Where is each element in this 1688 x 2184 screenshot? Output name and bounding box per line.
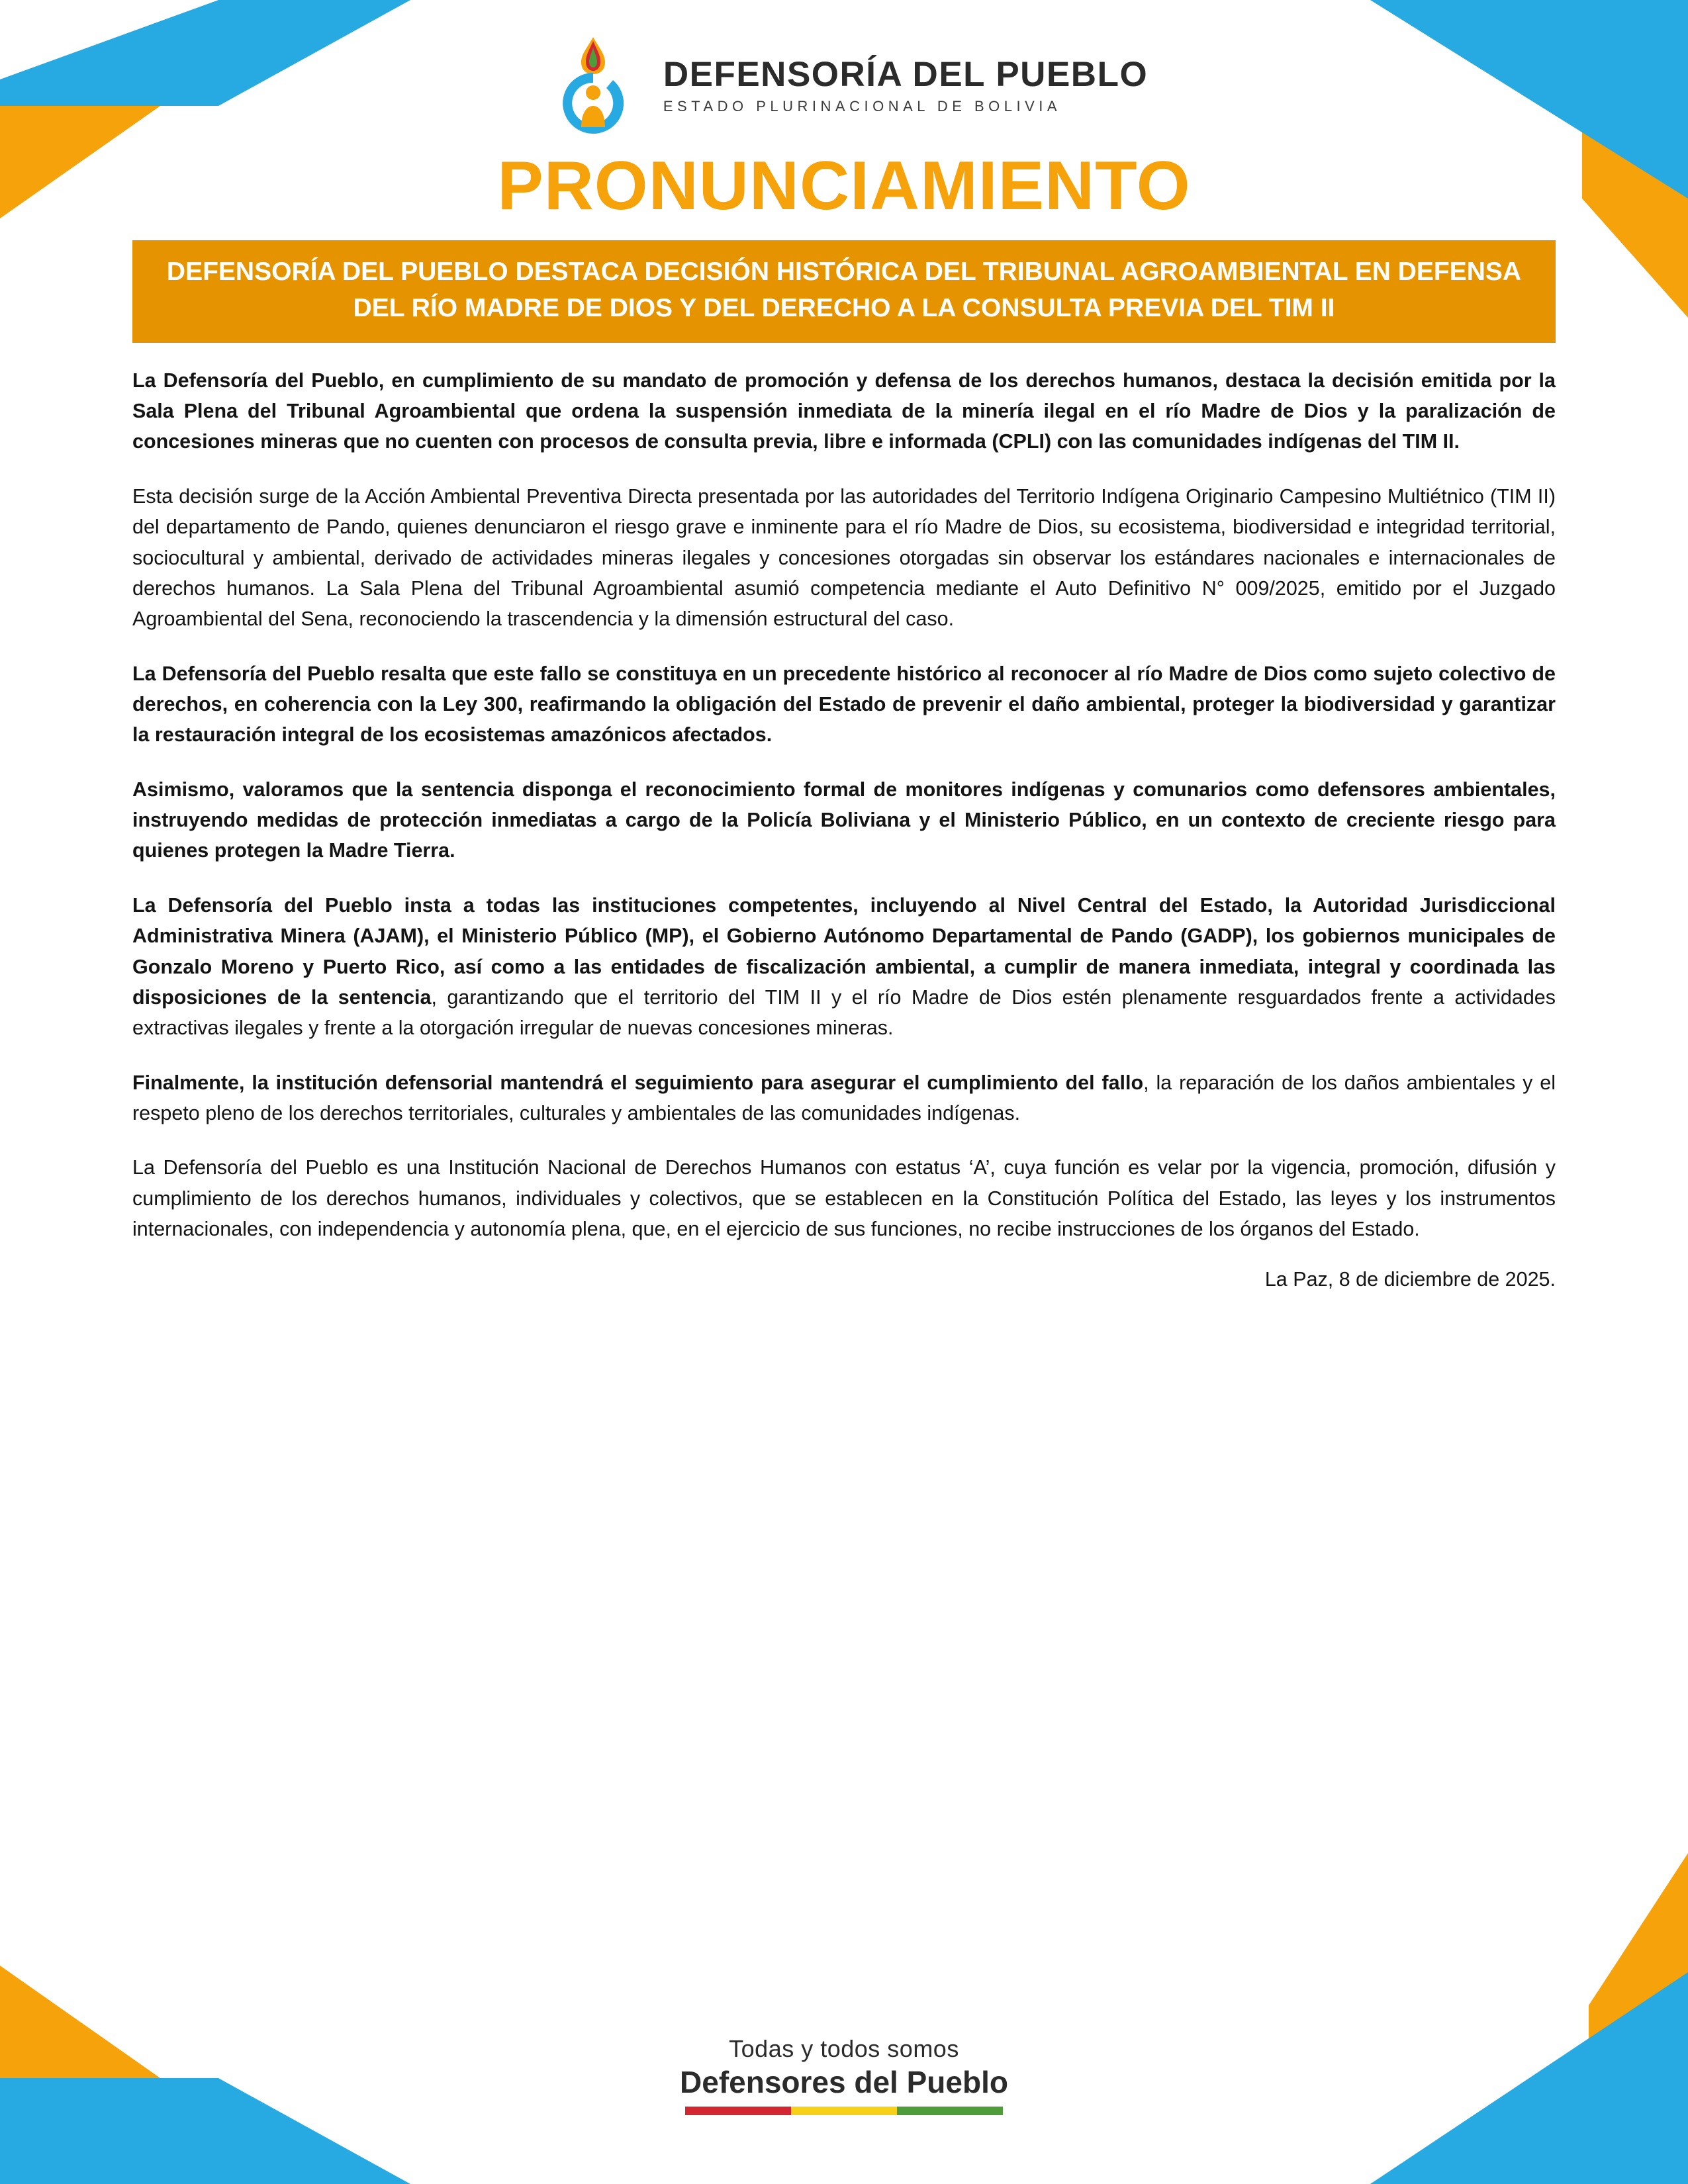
institution-logo-text [663,56,1148,116]
document-header [0,0,1688,137]
paragraph-6-bold: Finalmente, la institución defensorial mantendrá el seguimiento para asegurar el cumplimiento del fallo [132,1071,1144,1094]
paragraph-6 [132,1068,1556,1129]
footer-bar-yellow [791,2107,897,2115]
paragraph-7: La Defensoría del Pueblo es una Institución Nacional de Derechos Humanos con estatus ‘A’, cuya función es velar por la vigencia, promoción, difusión y cumplimiento de los derechos humanos, individuales y colectivos, que se establecen en la Constitución Política del Estado, las leyes y los instrumentos internacionales, con independencia y autonomía plena, que, en el ejercicio de sus funciones, no recibe instrucciones de los órganos del Estado. [132,1156,1556,1241]
place-and-date: La Paz, 8 de diciembre de 2025. [1264,1268,1556,1291]
footer-slogan-line-1: Todas y todos somos [729,2035,959,2062]
institution-name: DEFENSORÍA DEL PUEBLO [663,54,1149,94]
paragraph-1: La Defensoría del Pueblo, en cumplimiento de su mandato de promoción y defensa de los derechos humanos, destaca la decisión emitida por la Sala Plena del Tribunal Agroambiental que ordena la suspensión inmediata de la minería ilegal en el río Madre de Dios y la paralización de concesiones mineras que no cuenten con procesos de consulta previa, libre e informada (CPLI) con las comunidades indígenas del TIM II. [132,369,1556,453]
footer-bar-green [897,2107,1003,2115]
footer-color-bars [685,2107,1003,2115]
document-headline: DEFENSORÍA DEL PUEBLO DESTACA DECISIÓN HISTÓRICA DEL TRIBUNAL AGROAMBIENTAL EN DEFENSA DEL RÍO MADRE DE DIOS Y DEL DERECHO A LA CONSULTA PREVIA DEL TIM II [132,240,1556,343]
paragraph-2: Esta decisión surge de la Acción Ambiental Preventiva Directa presentada por las autoridades del Territorio Indígena Originario Campesino Multiétnico (TIM II) del departamento de Pando, quienes denunciaron el riesgo grave e inminente para el río Madre de Dios, su ecosistema, biodiversidad e integridad territorial, sociocultural y ambiental, derivado de actividades mineras ilegales y concesiones otorgadas sin observar los estándares nacionales e internacionales de derechos humanos. La Sala Plena del Tribunal Agroambiental asumió competencia mediante el Auto Definitivo N° 009/2025, emitido por el Juzgado Agroambiental del Sena, reconociendo la trascendencia y la dimensión estructural del caso. [132,484,1556,631]
document-type-heading: PRONUNCIAMIENTO [497,148,1191,224]
document-footer [0,2035,1688,2115]
paragraph-5-bold: La Defensoría del Pueblo insta a todas las instituciones competentes, incluyendo al Nivel Central del Estado, la Autoridad Jurisdiccional Administrativa Minera (AJAM), el Ministerio Público (MP), el Gobierno Autónomo Departamental de Pando (GADP), los gobiernos municipales de Gonzalo Moreno y Puerto Rico, así como a las entidades de fiscalización ambiental, a cumplir de manera inmediata, integral y coordinada las disposiciones de la sentencia [132,893,1556,1009]
flame-person-circle-logo-icon [540,34,646,137]
paragraph-3: La Defensoría del Pueblo resalta que este fallo se constituya en un precedente histórico al reconocer al río Madre de Dios como sujeto colectivo de derechos, en coherencia con la Ley 300, reafirmando la obligación del Estado de prevenir el daño ambiental, proteger la biodiversidad y garantizar la restauración integral de los ecosistemas amazónicos afectados. [132,662,1556,747]
paragraph-4: Asimismo, valoramos que la sentencia disponga el reconocimiento formal de monitores indígenas y comunarios como defensores ambientales, instruyendo medidas de protección inmediatas a cargo de la Policía Boliviana y el Ministerio Público, en un contexto de creciente riesgo para quienes protegen la Madre Tierra. [132,778,1556,862]
footer-slogan-line-2: Defensores del Pueblo [680,2065,1008,2099]
document-body [132,343,1556,1245]
paragraph-5-rest: , garantizando que el territorio del TIM II y el río Madre de Dios estén plenamente resguardados frente a actividades extractivas ilegales y frente a la otorgación irregular de nuevas concesiones mineras. [132,985,1556,1040]
footer-bar-red [685,2107,791,2115]
paragraph-5 [132,890,1556,1044]
institution-subtitle: ESTADO PLURINACIONAL DE BOLIVIA [663,98,1062,115]
institution-logo [540,34,1148,137]
paragraph-6-rest: , la reparación de los daños ambientales y el respeto pleno de los derechos territoriales, culturales y ambientales de las comunidades indígenas. [132,1071,1556,1124]
